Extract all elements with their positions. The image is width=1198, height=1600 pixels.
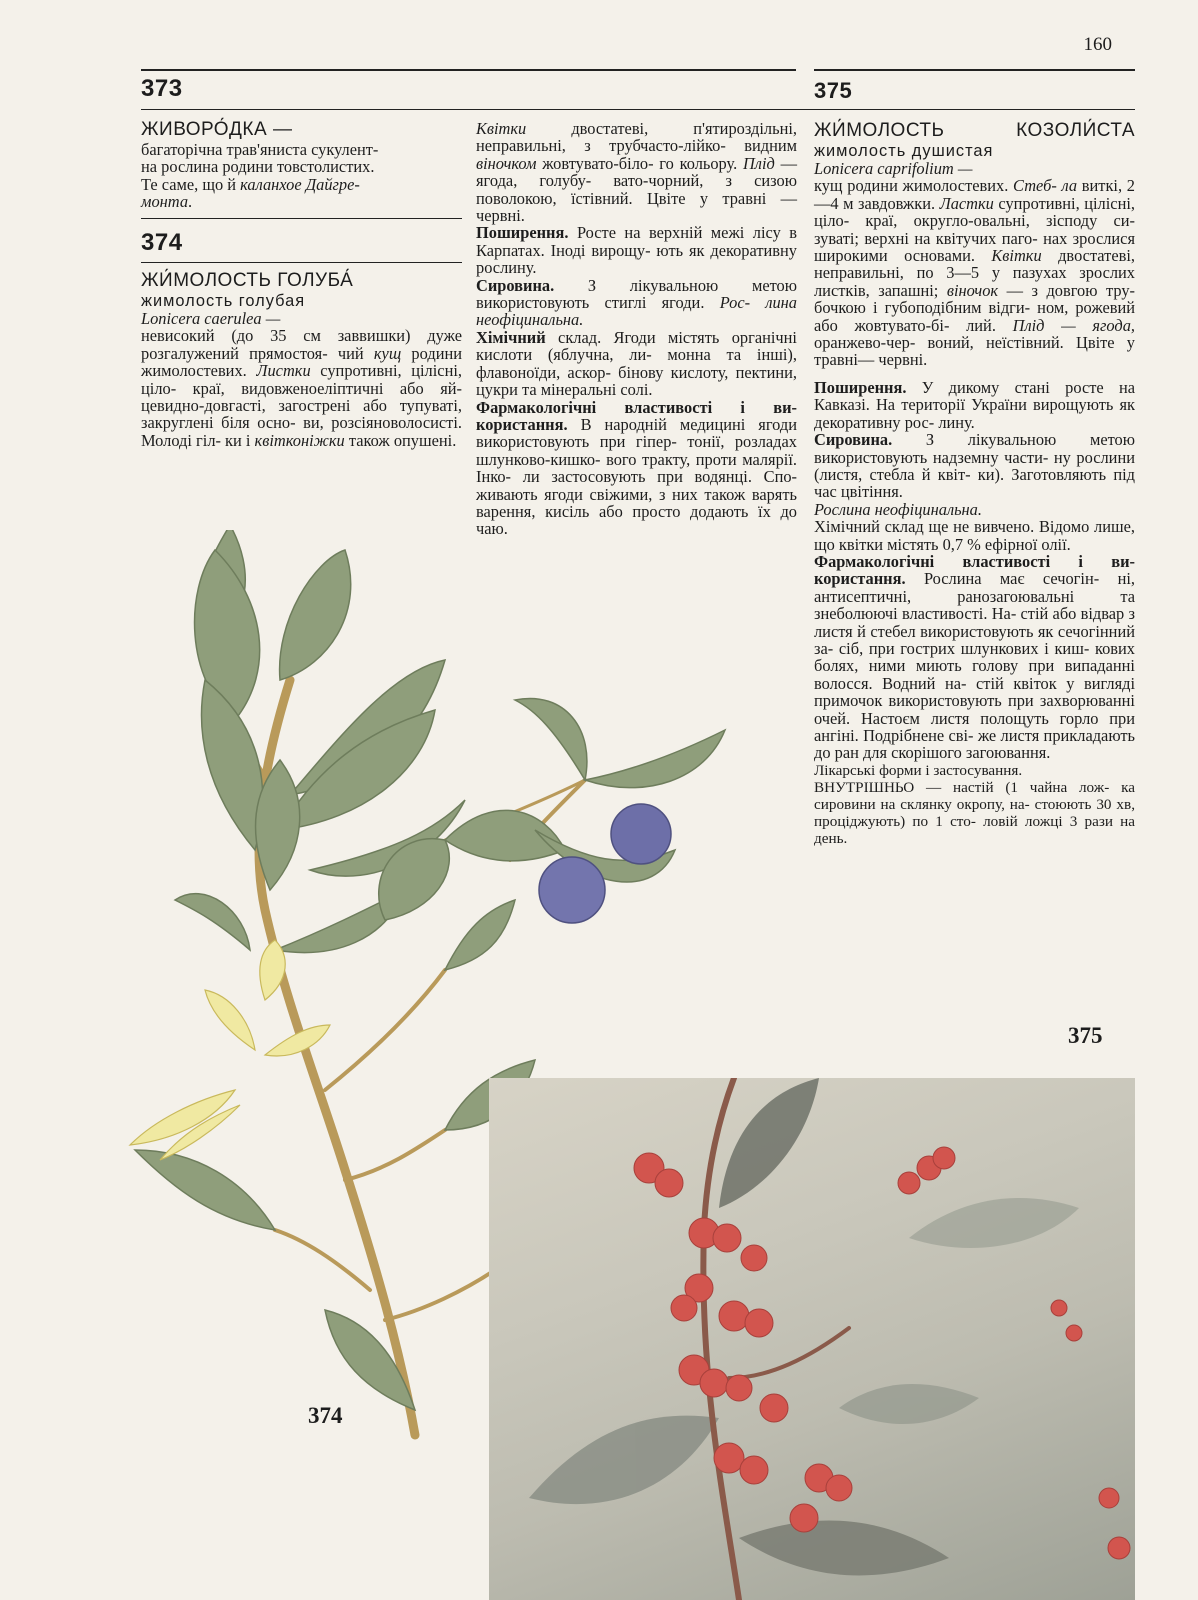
entry-375-pharmacology: Фармакологічні властивості і ви- користання. Рослина має сечогін- ні, антисептичні, ранозагоювальні та знеболюючі властивості. На- стій або відвар з листя й стебел використовують як сечогінний за- сіб, при гострих шлункових і киш- кових болях, ними миють голову при випаданні волосся. Водний на- стій квіток у вигляді примочок використовують при захворюванні очей. Настоєм листя полощуть горло при ангіні. Подрібнене сві- же листя прикладають до ран для скорішого загоювання. (814, 551, 1135, 763)
figure-label-374: 374 (308, 1403, 343, 1428)
entry-374-col-2 (476, 120, 797, 538)
entry-375-description: кущ родини жимолостевих. Стеб- ла виткі, 2—4 м завдовжки. Ластки супротивні, цілісні, ціло- краї, округло-овальні, зісподу си- зуваті; верхні на квітучих паго- нах зрослися широкими основами. Квітки двостатеві, неправильні, по 3—5 у пазухах зрослих листків, запашні; віночок — з довгою тру- бочкою і губоподібним відги- ном, рожевий або жовтувато-бі- лий. Плід — ягода, оранжево-чер- воний, неїстівний. Цвіте у травні— червні. (814, 176, 1135, 370)
entry-374-pharmacology: Фармакологічні властивості і ви- користання. В народній медицині ягоди використовують при гіпер- тонії, розладах шлунково-кишко- вого тракту, проти малярії. Інко- ли застосовують при водянці. Спо- живають ягоди свіжими, з них також варять варення, кисіль або просто додають їх до чаю. (476, 397, 797, 539)
entry-373-line-2: на рослина родини товстолистих. (141, 157, 375, 177)
entry-375-synonym: жимолость душистая (814, 142, 994, 160)
entry-374-raw-material: Сировина. З лікувальною метою використовують стиглі ягоди. Рос- лина неофіцинальна. (476, 275, 797, 330)
header-rule-left (141, 69, 796, 71)
entry-375-latin: Lonicera caprifolium — (814, 159, 973, 178)
entry-374-description: невисокий (до 35 см заввишки) дуже розгалужений прямостоя- чий кущ родини жимолостевих. Листки супротивні, цілісні, ціло- краї, видовженоеліптичні або яй- цевидно-довгасті, загострені або тупуваті, закруглені біля осно- ви, розсіяноволосисті. Молоді гіл- ки і квітконіжки також опушені. (141, 326, 463, 450)
entry-number-374: 374 (141, 229, 183, 256)
entry-375-internal-use: ВНУТРІШНЬО — настій (1 чайна лож- ка сировини на склянку окропу, на- стоюють 30 хв, проціджують) по 1 сто- ловій ложці 3 рази на день. (814, 778, 1135, 847)
entry-375-distribution: Поширення. У дикому стані росте на Кавказі. На території України вирощують як декоративну рос- лину. (814, 377, 1135, 432)
entry-373-reference: Те саме, що й каланхое Дайгре- монта. (141, 174, 360, 212)
flowers (130, 940, 330, 1160)
entry-number-373: 373 (141, 75, 183, 102)
entry-373 (141, 119, 462, 211)
entry-374-distribution: Поширення. Росте на верхній межі лісу в Карпатах. Іноді вирощу- ють як декоративну рослину. (476, 223, 797, 278)
entry-374-synonym: жимолость голубая (141, 292, 306, 310)
entry-373-line-1: багаторічна трав'яниста сукулент- (141, 140, 379, 159)
entry-374-latin: Lonicera caerulea — (141, 309, 281, 328)
entry-375 (814, 120, 1135, 847)
entry-374-chemistry: Хімічний склад. Ягоди містять органічні кислоти (яблучна, ли- монна та інші), флавоноїди, аскор- бінову кислоту, пектини, цукри та мінеральні солі. (476, 327, 797, 400)
entry-374-title: ЖИ́МОЛОСТЬ ГОЛУБА́ (141, 270, 354, 291)
photo-375-scene (489, 1078, 1135, 1600)
rule-374-under (141, 262, 462, 263)
entry-374-col-1 (141, 270, 462, 449)
photo-375-red-berries (489, 1078, 1135, 1600)
rule-373-374 (141, 218, 462, 219)
entry-375-raw-material: Сировина. З лікувальною метою використовують надземну части- ну рослини (листя, стебла й квіт- ки). Заготовляють під час цвітіння. (814, 430, 1135, 502)
entry-373-title: ЖИВОРО́ДКА — (141, 119, 293, 140)
page-number: 160 (1083, 34, 1112, 55)
entry-375-forms: Лікарські форми і застосування. (814, 761, 1023, 779)
entry-number-375: 375 (814, 78, 853, 103)
photo-leaves (529, 1078, 1079, 1575)
entry-375-official-status: Рослина неофіцинальна. (814, 499, 982, 519)
figure-label-375: 375 (1068, 1023, 1103, 1048)
header-rule-right (814, 69, 1135, 71)
entry-374-flowers: Квітки двостатеві, п'ятироздільні, неправильні, з трубчасто-лійко- видним віночком жовтувато-біло- го кольору. Плід — ягода, голубу- вато-чорний, з сизою поволокою, їстівний. Цвіте у травні — червні. (476, 119, 797, 226)
entry-375-chemistry: Хімічний склад ще не вивчено. Відомо лише, що квітки містять 0,7 % ефірної олії. (814, 517, 1135, 554)
header-rule-full (141, 109, 1135, 110)
entry-375-title: ЖИ́МОЛОСТЬ КОЗОЛИ́СТА (814, 120, 1135, 141)
